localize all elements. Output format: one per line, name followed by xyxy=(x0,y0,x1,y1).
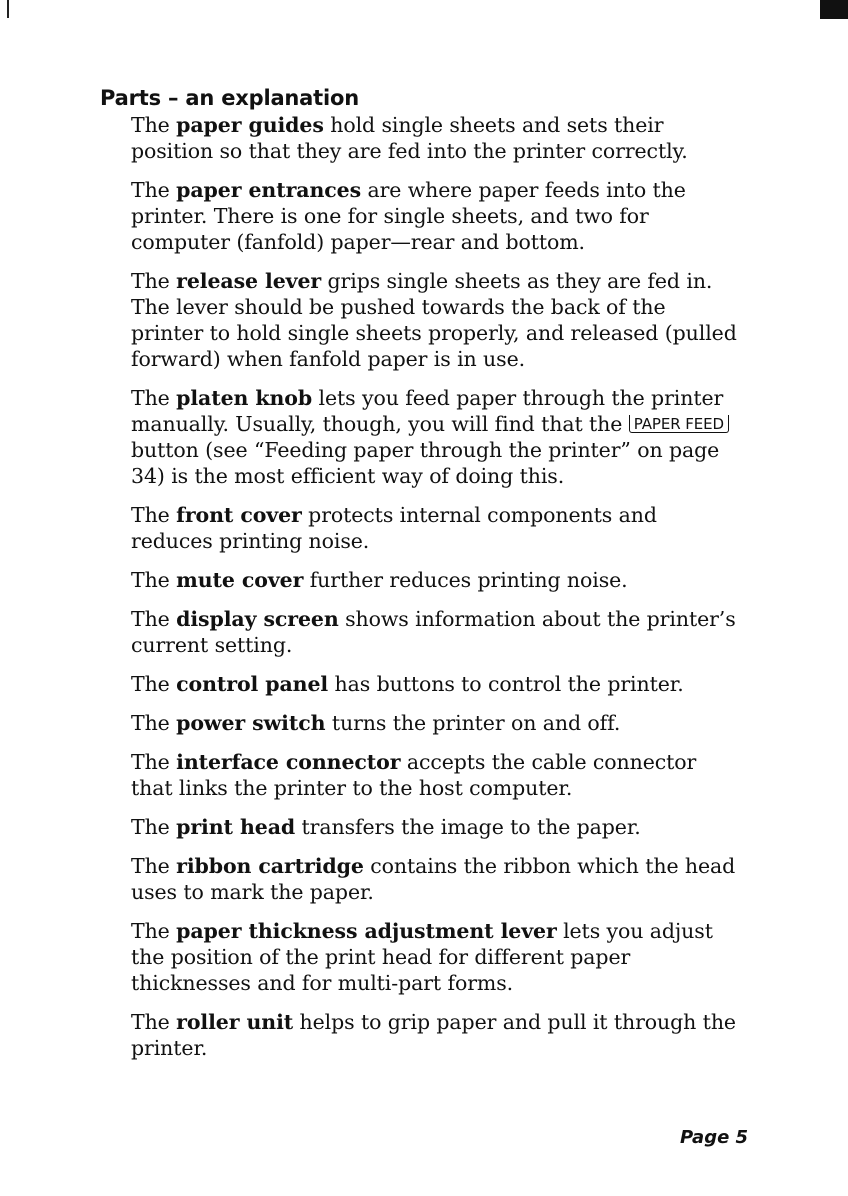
term: control panel xyxy=(176,672,329,696)
paragraph-mute-cover: The mute cover further reduces printing noise. xyxy=(131,568,628,592)
term: paper entrances xyxy=(176,178,362,202)
term: paper guides xyxy=(176,113,324,137)
paragraph-ribbon-cartridge: The ribbon cartridge contains the ribbon which the head uses to mark the paper. xyxy=(131,854,736,904)
scan-edge-mark xyxy=(7,0,9,18)
term: print head xyxy=(176,815,296,839)
paragraph-paper-guides: The paper guides hold single sheets and sets their position so that they are fed into the printer correctly. xyxy=(131,113,688,163)
paragraph-paper-thickness-lever: The paper thickness adjustment lever lets you adjust the position of the print head for different paper thicknesses and for multi-part forms. xyxy=(131,919,713,995)
section-heading: Parts – an explanation xyxy=(100,86,359,110)
paragraph-release-lever: The release lever grips single sheets as they are fed in. The lever should be pushed towards the back of the printer to hold single sheets properly, and released (pulled forward) when fanfold paper is in use. xyxy=(131,269,737,371)
term: roller unit xyxy=(176,1010,294,1034)
paragraph-front-cover: The front cover protects internal components and reduces printing noise. xyxy=(131,503,657,553)
page-number: Page 5 xyxy=(680,1127,749,1148)
parts-description-list xyxy=(131,112,743,1074)
paragraph-display-screen: The display screen shows information about the printer’s current setting. xyxy=(131,607,736,657)
paper-feed-key: PAPER FEED xyxy=(629,415,729,433)
term: ribbon cartridge xyxy=(176,854,364,878)
paragraph-interface-connector: The interface connector accepts the cable connector that links the printer to the host computer. xyxy=(131,750,697,800)
paragraph-control-panel: The control panel has buttons to control the printer. xyxy=(131,672,684,696)
term: power switch xyxy=(176,711,326,735)
term: front cover xyxy=(176,503,302,527)
paragraph-paper-entrances: The paper entrances are where paper feeds into the printer. There is one for single sheets, and two for computer (fanfold) paper—rear and bottom. xyxy=(131,178,686,254)
paragraph-print-head: The print head transfers the image to the paper. xyxy=(131,815,641,839)
term: interface connector xyxy=(176,750,401,774)
scan-corner-mark xyxy=(820,0,848,19)
paragraph-platen-knob: The platen knob lets you feed paper through the printer manually. Usually, though, you will find that the PAPER FEED button (see “Feeding paper through the printer” on page 34) is the most efficient way of doing this. xyxy=(131,385,743,489)
term: paper thickness adjustment lever xyxy=(176,919,557,943)
term: release lever xyxy=(176,269,322,293)
term: display screen xyxy=(176,607,339,631)
term: mute cover xyxy=(176,568,304,592)
paragraph-power-switch: The power switch turns the printer on and off. xyxy=(131,711,621,735)
paragraph-roller-unit: The roller unit helps to grip paper and pull it through the printer. xyxy=(131,1010,736,1060)
term: platen knob xyxy=(176,386,313,410)
